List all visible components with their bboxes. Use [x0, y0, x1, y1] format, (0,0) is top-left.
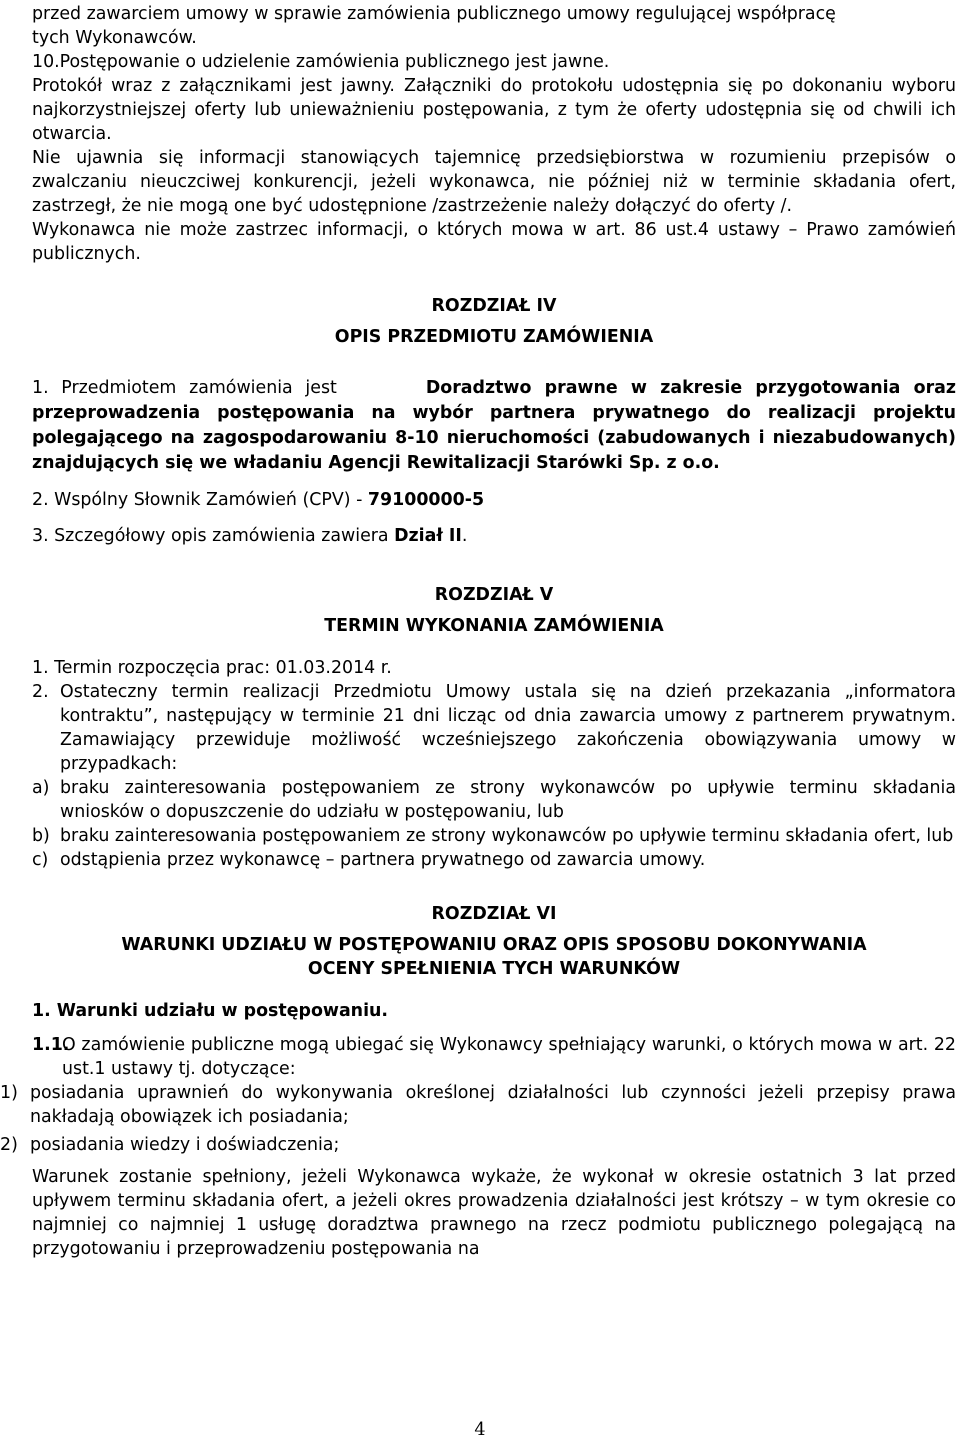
- paragraph-protocol: Protokół wraz z załącznikami jest jawny. Załączniki do protokołu udostępnia się po dokonaniu wyboru najkorzystniejszej oferty lub unieważnieniu postępowania, z tym że oferty udostępnia się od chwili ich otwarcia.: [32, 76, 956, 144]
- description-lead: 3. Szczegółowy opis zamówienia zawiera: [32, 526, 389, 546]
- period: .: [461, 526, 468, 546]
- continuation-line: tych Wykonawców.: [32, 28, 197, 48]
- section-1-1: [32, 1033, 956, 1081]
- case-b: [32, 824, 956, 848]
- item-number: 1.1.: [32, 1035, 70, 1055]
- subject-description: Doradztwo prawne w zakresie przygotowania oraz przeprowadzenia postępowania na wybór partnera prywatnego do realizacji projektu polegającego na zagospodarowaniu 8-10 nieruchomości (zabudowanych i niezabudowanych) znajdujących się we władaniu Agencji Rewitalizacji Starówki Sp. z o.o.: [32, 378, 956, 473]
- item-text: posiadania uprawnień do wykonywania określonej działalności lub czynności jeżeli przepisy prawa nakładają obowiązek ich posiadania;: [30, 1083, 956, 1127]
- document-page: [0, 2, 956, 1261]
- paragraph-art86: Wykonawca nie może zastrzec informacji, o których mowa w art. 86 ust.4 ustawy – Prawo zamówień publicznych.: [32, 220, 956, 264]
- start-date-line: 1. Termin rozpoczęcia prac: 01.03.2014 r.: [32, 658, 392, 678]
- cpv-line: [32, 488, 956, 512]
- condition-1: [0, 1081, 956, 1129]
- item-10: [32, 50, 956, 74]
- subject-paragraph: [32, 376, 956, 476]
- item-text: posiadania wiedzy i doświadczenia;: [30, 1135, 340, 1155]
- section-heading: 1. Warunki udziału w postępowaniu.: [32, 1001, 389, 1021]
- cpv-label: 2. Wspólny Słownik Zamówień (CPV) -: [32, 490, 363, 510]
- item-number: 2): [0, 1135, 18, 1155]
- chapter-subtitle: OPIS PRZEDMIOTU ZAMÓWIENIA: [334, 327, 654, 347]
- item-number: 10.: [32, 52, 60, 72]
- case-c: [32, 848, 956, 872]
- chapter-subtitle: TERMIN WYKONANIA ZAMÓWIENIA: [324, 616, 664, 636]
- continuation-line: przed zawarciem umowy w sprawie zamówienia publicznego umowy regulującej współpracę: [32, 4, 836, 24]
- item-number: c): [32, 850, 49, 870]
- paragraph-secrets: Nie ujawnia się informacji stanowiących tajemnicę przedsiębiorstwa w rozumieniu przepisów o zwalczaniu nieuczciwej konkurencji, jeżeli wykonawca, nie później niż w terminie składania ofert, zastrzegł, że nie mogą one być udostępnione /zastrzeżenie należy dołączyć do oferty /.: [32, 148, 956, 216]
- item-text: Ostateczny termin realizacji Przedmiotu Umowy ustala się na dzień przekazania „informatora kontraktu”, następujący w terminie 21 dni licząc od dnia zawarcia umowy z partnerem prywatnym. Zamawiający przewiduje możliwość wcześniejszego zakończenia obowiązywania umowy w przypadkach:: [60, 682, 956, 774]
- chapter-title: ROZDZIAŁ VI: [431, 904, 557, 924]
- case-a: [32, 776, 956, 824]
- cpv-code: 79100000-5: [367, 490, 485, 510]
- item-text: odstąpienia przez wykonawcę – partnera prywatnego od zawarcia umowy.: [60, 850, 706, 870]
- page-number: 4: [474, 1420, 486, 1440]
- description-line: [32, 524, 956, 548]
- item-text: braku zainteresowania postępowaniem ze strony wykonawców po upływie terminu składania wniosków o dopuszczenie do udziału w postępowaniu, lub: [60, 778, 956, 822]
- subject-lead: 1. Przedmiotem zamówienia jest: [32, 378, 337, 398]
- item-number: 2.: [32, 682, 49, 702]
- item-text: O zamówienie publiczne mogą ubiegać się Wykonawcy spełniający warunki, o których mowa w art. 22 ust.1 ustawy tj. dotyczące:: [62, 1035, 956, 1079]
- condition-2-detail: Warunek zostanie spełniony, jeżeli Wykonawca wykaże, że wykonał w okresie ostatnich 3 lat przed upływem terminu składania ofert, a jeżeli okres prowadzenia działalności jest krótszy – w tym okresie co najmniej co najmniej 1 usługę doradztwa prawnego na rzecz podmiotu publicznego polegającą na przygotowaniu i przeprowadzeniu postępowania na: [32, 1167, 956, 1259]
- item-number: b): [32, 826, 50, 846]
- chapter-subtitle: WARUNKI UDZIAŁU W POSTĘPOWANIU ORAZ OPIS SPOSOBU DOKONYWANIA: [121, 935, 867, 955]
- item-number: a): [32, 778, 50, 798]
- final-deadline-item: [32, 680, 956, 776]
- description-section: Dział II: [394, 526, 462, 546]
- item-text: braku zainteresowania postępowaniem ze strony wykonawców po upływie terminu składania ofert, lub: [60, 826, 954, 846]
- chapter-subtitle: OCENY SPEŁNIENIA TYCH WARUNKÓW: [307, 959, 681, 979]
- item-text: Postępowanie o udzielenie zamówienia publicznego jest jawne.: [59, 52, 610, 72]
- condition-2: [0, 1133, 956, 1157]
- chapter-title: ROZDZIAŁ IV: [431, 296, 557, 316]
- chapter-title: ROZDZIAŁ V: [434, 585, 554, 605]
- item-number: 1): [0, 1083, 18, 1103]
